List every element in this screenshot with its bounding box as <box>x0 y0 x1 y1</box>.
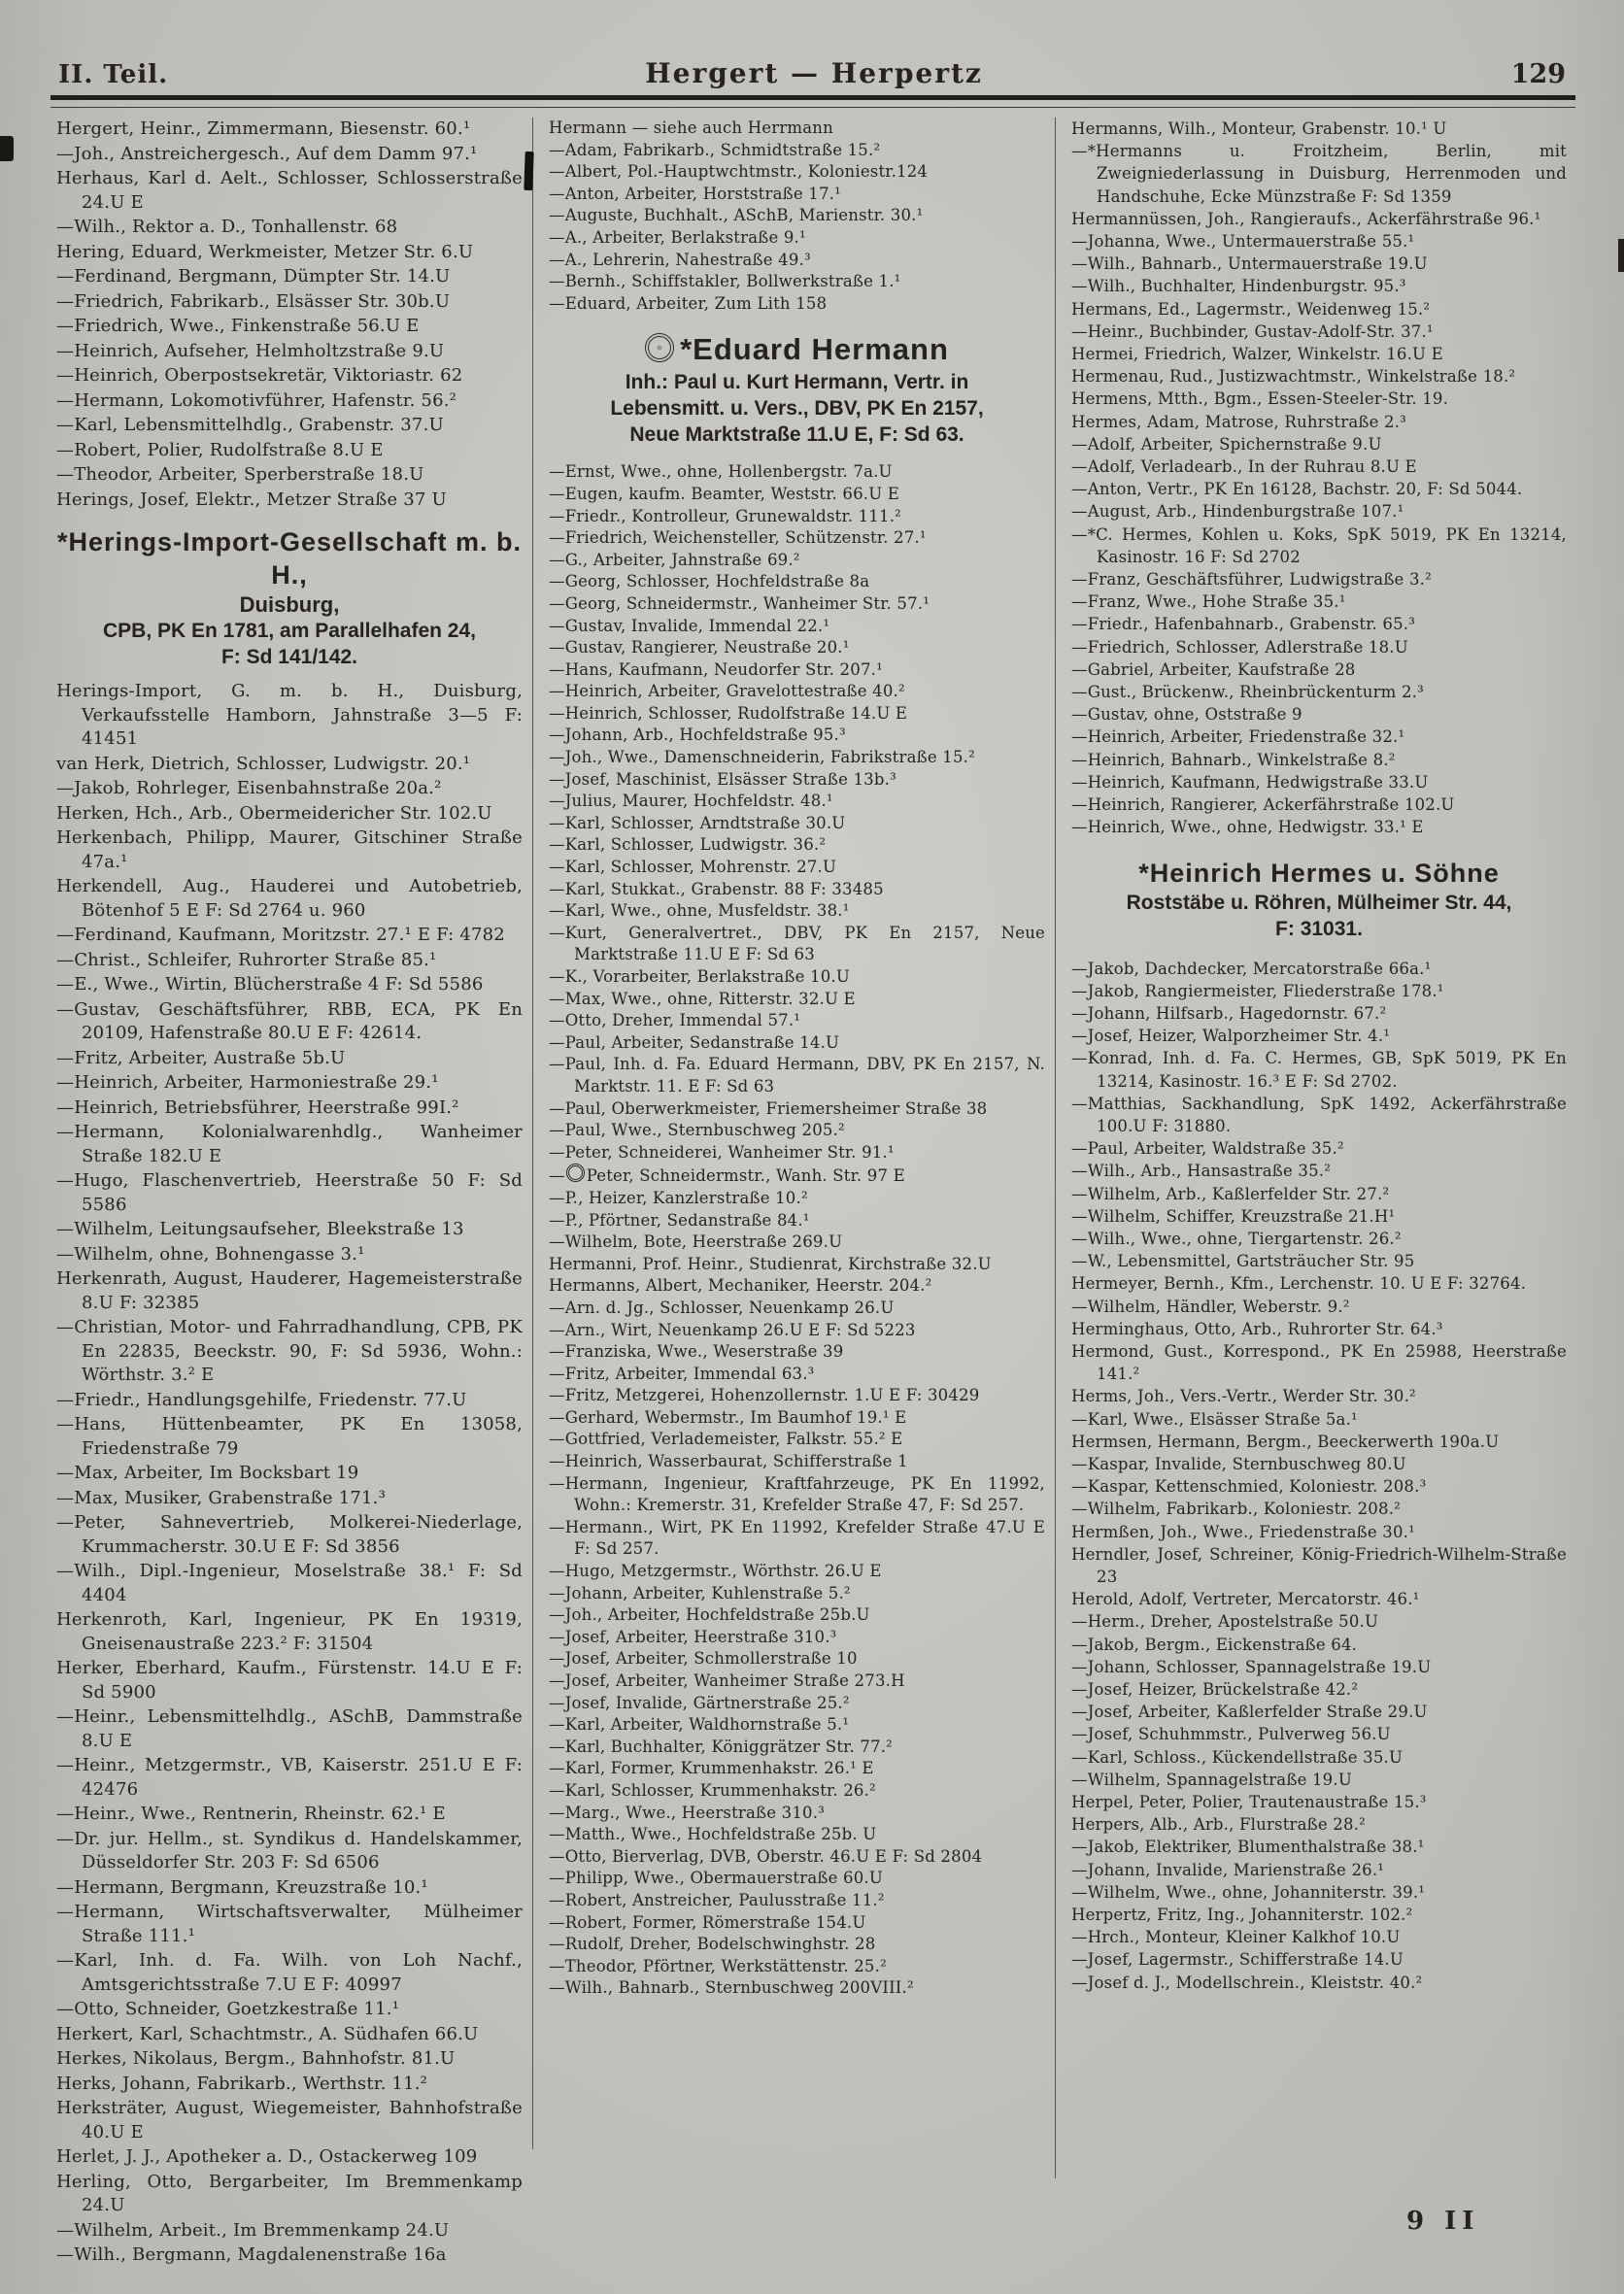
directory-entry: Herndler, Josef, Schreiner, König-Friedrich-Wilhelm-Straße 23 <box>1071 1544 1567 1586</box>
advertisement-line: Neue Marktstraße 11.U E, F: Sd 63. <box>629 423 964 447</box>
directory-entry: —Jakob, Bergm., Eickenstraße 64. <box>1071 1635 1358 1654</box>
directory-entry: —Josef, Invalide, Gärtnerstraße 25.² <box>549 1693 850 1712</box>
directory-entry: Hermsen, Hermann, Bergm., Beeckerwerth 190a.U <box>1071 1432 1500 1451</box>
directory-entry: —Julius, Maurer, Hochfeldstr. 48.¹ <box>549 792 833 811</box>
directory-entry: Herken, Hch., Arb., Obermeidericher Str. 102.U <box>56 802 492 824</box>
directory-entry: —Heinrich, Rangierer, Ackerfährstraße 102.U <box>1071 795 1455 815</box>
wreath-icon <box>645 333 674 362</box>
advertisement-line: F: 31031. <box>1275 917 1363 940</box>
directory-entry: —Heinrich, Arbeiter, Harmoniestraße 29.¹ <box>56 1072 439 1093</box>
directory-entry: —Adam, Fabrikarb., Schmidtstraße 15.² <box>549 140 881 159</box>
directory-entry: —Friedrich, Fabrikarb., Elsässer Str. 30b.U <box>56 290 451 312</box>
directory-entry: —E., Wwe., Wirtin, Blücherstraße 4 F: Sd 5586 <box>56 974 484 995</box>
directory-entry: —Johanna, Wwe., Untermauerstraße 55.¹ <box>1071 232 1415 252</box>
directory-entry: Herkendell, Aug., Hauderei und Autobetrieb, Bötenhof 5 E F: Sd 2764 u. 960 <box>56 876 523 921</box>
advertisement-entry <box>549 330 1045 448</box>
directory-entry: —Johann, Arbeiter, Kuhlenstraße 5.² <box>549 1583 851 1602</box>
directory-entry: —Jakob, Elektriker, Blumenthalstraße 38.¹ <box>1071 1838 1425 1857</box>
directory-entry: —Hermann, Wirtschaftsverwalter, Mülheimer Straße 111.¹ <box>56 1902 523 1946</box>
directory-entry: Hermanns, Wilh., Monteur, Grabenstr. 10.¹ U <box>1071 119 1447 138</box>
directory-entry: —Gustav, Rangierer, Neustraße 20.¹ <box>549 638 850 658</box>
directory-entry: —*Hermanns u. Froitzheim, Berlin, mit Zweigniederlassung in Duisburg, Herrenmoden und Handschuhe, Ecke Münzstraße F: Sd 1359 <box>1071 142 1567 206</box>
directory-entry: —Ferdinand, Kaufmann, Moritzstr. 27.¹ E F: 4782 <box>56 925 505 945</box>
directory-entry: —Karl, Schlosser, Arndtstraße 30.U <box>549 813 846 832</box>
directory-entry: —Heinrich, Arbeiter, Gravelottestraße 40.² <box>549 682 905 701</box>
directory-entry: —Hermann, Kolonialwarenhdlg., Wanheimer Straße 182.U E <box>56 1122 523 1166</box>
directory-entry: —Josef, Arbeiter, Kaßlerfelder Straße 29.U <box>1071 1703 1428 1722</box>
directory-entry: —Ernst, Wwe., ohne, Hollenbergstr. 7a.U <box>549 462 893 482</box>
directory-entry: —Fritz, Arbeiter, Immendal 63.³ <box>549 1364 815 1383</box>
directory-entry: —Matth., Wwe., Hochfeldstraße 25b. U <box>549 1825 877 1844</box>
advertisement-line: Lebensmitt. u. Vers., DBV, PK En 2157, <box>610 397 984 421</box>
directory-entry: —Wilhelm, Wwe., ohne, Johanniterstr. 39.¹ <box>1071 1882 1426 1902</box>
directory-entry: —Karl, Schlosser, Mohrenstr. 27.U <box>549 858 837 877</box>
directory-entry: —Heinr., Buchbinder, Gustav-Adolf-Str. 37.¹ <box>1071 321 1434 341</box>
directory-entry: —*C. Hermes, Kohlen u. Koks, SpK 5019, PK En 13214, Kasinostr. 16 F: Sd 2702 <box>1071 524 1567 566</box>
directory-entry: —Hans, Hüttenbeamter, PK En 13058, Friedenstraße 79 <box>56 1414 523 1459</box>
directory-entry: —Arn. d. Jg., Schlosser, Neuenkamp 26.U <box>549 1298 895 1317</box>
directory-entry: —Heinrich, Betriebsführer, Heerstraße 99I.² <box>56 1096 459 1118</box>
directory-entry: —Christian, Motor- und Fahrradhandlung, CPB, PK En 22835, Beeckstr. 90, F: Sd 5936, Wohn.: Wörthstr. 3.² E <box>56 1317 523 1385</box>
directory-entry: —Karl, Buchhalter, Königgrätzer Str. 77.² <box>549 1737 893 1756</box>
directory-entry: —Gerhard, Webermstr., Im Baumhof 19.¹ E <box>549 1407 907 1427</box>
directory-entry: —W., Lebensmittel, Gartsträucher Str. 95 <box>1071 1252 1415 1271</box>
directory-entry: Herpertz, Fritz, Ing., Johanniterstr. 102.² <box>1071 1906 1413 1925</box>
directory-entry: —Josef, Arbeiter, Heerstraße 310.³ <box>549 1627 837 1646</box>
directory-entry: Herlet, J. J., Apotheker a. D., Ostackerweg 109 <box>56 2146 478 2167</box>
directory-columns <box>56 118 1572 2269</box>
directory-entry: Hermens, Mtth., Bgm., Essen-Steeler-Str. 19. <box>1071 389 1449 409</box>
page-number: 129 <box>1510 59 1566 89</box>
directory-entry: Herkenrath, August, Hauderer, Hagemeisterstraße 8.U F: 32385 <box>56 1268 523 1313</box>
directory-entry: —Karl, Former, Krummenhakstr. 26.¹ E <box>549 1759 874 1778</box>
directory-entry: —Heinr., Wwe., Rentnerin, Rheinstr. 62.¹ E <box>56 1804 446 1824</box>
directory-entry: —Wilhelm, ohne, Bohnengasse 3.¹ <box>56 1243 365 1265</box>
directory-entry: —Friedrich, Weichensteller, Schützenstr. 27.¹ <box>549 528 927 548</box>
directory-entry: —Arn., Wirt, Neuenkamp 26.U E F: Sd 5223 <box>549 1320 916 1339</box>
directory-entry: —Karl, Lebensmittelhdlg., Grabenstr. 37.U <box>56 415 444 435</box>
advertisement-entry <box>1071 857 1567 942</box>
advertisement-line: *Herings-Import-Gesellschaft m. b. H., <box>56 527 523 590</box>
directory-entry: Herminghaus, Otto, Arb., Ruhrorter Str. 64.³ <box>1071 1319 1443 1338</box>
directory-column-2 <box>533 118 1055 2000</box>
directory-entry: —Georg, Schlosser, Hochfeldstraße 8a <box>549 572 870 591</box>
directory-entry: —Johann, Hilfsarb., Hagedornstr. 67.² <box>1071 1003 1387 1023</box>
directory-entry: —Kurt, Generalvertret., DBV, PK En 2157, Neue Marktstraße 11.U E F: Sd 63 <box>549 923 1045 964</box>
directory-entry: —Joh., Arbeiter, Hochfeldstraße 25b.U <box>549 1605 870 1625</box>
directory-entry: Hermeyer, Bernh., Kfm., Lerchenstr. 10. U E F: 32764. <box>1071 1274 1527 1294</box>
directory-entry: —Wilh., Bahnarb., Untermauerstraße 19.U <box>1071 254 1428 274</box>
directory-entry: —Heinrich, Oberpostsekretär, Viktoriastr. 62 <box>56 365 463 386</box>
directory-entry: —Otto, Dreher, Immendal 57.¹ <box>549 1011 801 1030</box>
directory-entry: —Georg, Schneidermstr., Wanheimer Str. 57.¹ <box>549 593 930 613</box>
directory-entry: —Konrad, Inh. d. Fa. C. Hermes, GB, SpK 5019, PK En 13214, Kasinostr. 16.³ E F: Sd 2702. <box>1071 1049 1567 1091</box>
directory-entry: —G., Arbeiter, Jahnstraße 69.² <box>549 550 800 569</box>
directory-entry: Hergert, Heinr., Zimmermann, Biesenstr. 60.¹ <box>56 118 471 139</box>
directory-entry: —Joh., Wwe., Damenschneiderin, Fabrikstraße 15.² <box>549 748 975 767</box>
directory-entry: —Max, Arbeiter, Im Bocksbart 19 <box>56 1463 359 1483</box>
directory-entry: —Gustav, Invalide, Immendal 22.¹ <box>549 616 830 635</box>
directory-entry: —Karl, Wwe., Elsässer Straße 5a.¹ <box>1071 1409 1358 1429</box>
directory-entry: Herhaus, Karl d. Aelt., Schlosser, Schlosserstraße 24.U E <box>56 168 523 213</box>
directory-entry: —Heinrich, Schlosser, Rudolfstraße 14.U E <box>549 703 908 723</box>
directory-entry: —Josef, Schuhmmstr., Pulverweg 56.U <box>1071 1725 1391 1744</box>
directory-entry: —Josef, Heizer, Walporzheimer Str. 4.¹ <box>1071 1027 1391 1046</box>
directory-entry: —Anton, Arbeiter, Horststraße 17.¹ <box>549 184 841 203</box>
directory-entry: —A., Arbeiter, Berlakstraße 9.¹ <box>549 227 806 247</box>
directory-entry: —Wilhelm, Arb., Kaßlerfelder Str. 27.² <box>1071 1184 1390 1203</box>
directory-entry: —Gabriel, Arbeiter, Kaufstraße 28 <box>1071 659 1356 679</box>
directory-entry: —Kaspar, Kettenschmied, Koloniestr. 208.³ <box>1071 1477 1427 1497</box>
directory-entry: —Max, Musiker, Grabenstraße 171.³ <box>56 1487 386 1508</box>
directory-entry: —Peter, Sahnevertrieb, Molkerei-Niederlage, Krummacherstr. 30.U E F: Sd 3856 <box>56 1512 523 1557</box>
directory-entry: —Friedr., Hafenbahnarb., Grabenstr. 65.³ <box>1071 615 1416 634</box>
ink-smudge <box>1618 239 1624 272</box>
directory-entry: —Josef, Maschinist, Elsässer Straße 13b.³ <box>549 769 897 789</box>
directory-entry: —August, Arb., Hindenburgstraße 107.¹ <box>1071 502 1404 522</box>
directory-entry: —Christ., Schleifer, Ruhrorter Straße 85.¹ <box>56 949 437 970</box>
directory-entry: —Paul, Arbeiter, Sedanstraße 14.U <box>549 1032 840 1052</box>
directory-entry: Hermann — siehe auch Herrmann <box>549 118 833 137</box>
directory-entry: Hermei, Friedrich, Walzer, Winkelstr. 16.U E <box>1071 345 1443 364</box>
directory-entry: —Jakob, Rohrleger, Eisenbahnstraße 20a.² <box>56 778 442 798</box>
advertisement-line: CPB, PK En 1781, am Parallelhafen 24, <box>102 620 476 642</box>
directory-entry: —Herm., Dreher, Apostelstraße 50.U <box>1071 1612 1379 1632</box>
directory-entry: —Johann, Arb., Hochfeldstraße 95.³ <box>549 725 846 745</box>
directory-entry: Herpers, Alb., Arb., Flurstraße 28.² <box>1071 1815 1366 1835</box>
directory-entry: —Jakob, Rangiermeister, Fliederstraße 178.¹ <box>1071 981 1444 1000</box>
ink-smudge <box>0 136 14 161</box>
directory-entry: —P., Heizer, Kanzlerstraße 10.² <box>549 1188 808 1207</box>
directory-entry: —Robert, Anstreicher, Paulusstraße 11.² <box>549 1890 885 1909</box>
directory-entry: —Karl, Inh. d. Fa. Wilh. von Loh Nachf., Amtsgerichtsstraße 7.U E F: 40997 <box>56 1950 523 1995</box>
directory-entry: —Eugen, kaufm. Beamter, Weststr. 66.U E <box>549 484 900 503</box>
directory-entry: —P., Pförtner, Sedanstraße 84.¹ <box>549 1210 810 1230</box>
directory-entry: —Theodor, Arbeiter, Sperberstraße 18.U <box>56 464 424 485</box>
directory-entry: —Wilh., Buchhalter, Hindenburgstr. 95.³ <box>1071 277 1406 296</box>
directory-entry: — Peter, Schneidermstr., Wanh. Str. 97 E <box>549 1164 1045 1188</box>
directory-entry: —Wilhelm, Schiffer, Kreuzstraße 21.H¹ <box>1071 1206 1396 1226</box>
advertisement-line: F: Sd 141/142. <box>220 646 358 668</box>
directory-entry: Hermannüssen, Joh., Rangieraufs., Ackerfährstraße 96.¹ <box>1071 209 1541 228</box>
directory-entry: —Franziska, Wwe., Weserstraße 39 <box>549 1342 844 1362</box>
directory-entry: —Paul, Oberwerkmeister, Friemersheimer Straße 38 <box>549 1098 988 1118</box>
directory-entry: —Heinr., Lebensmittelhdlg., ASchB, Dammstraße 8.U E <box>56 1706 523 1751</box>
directory-column-3 <box>1056 118 1569 1994</box>
directory-entry: —Heinrich, Wwe., ohne, Hedwigstr. 33.¹ E <box>1071 818 1424 837</box>
directory-entry: —Wilh., Dipl.-Ingenieur, Moselstraße 38.¹ F: Sd 4404 <box>56 1561 523 1605</box>
page-signature: 9 II <box>1406 2207 1480 2236</box>
directory-column-1 <box>56 118 532 2269</box>
directory-entry: —Fritz, Arbeiter, Austraße 5b.U <box>56 1047 346 1068</box>
advertisement-line: *Eduard Hermann <box>549 330 1045 369</box>
directory-entry: —Jakob, Dachdecker, Mercatorstraße 66a.¹ <box>1071 959 1432 978</box>
directory-entry: Herkenroth, Karl, Ingenieur, PK En 19319, Gneisenaustraße 223.² F: 31504 <box>56 1609 523 1654</box>
directory-entry: —Robert, Polier, Rudolfstraße 8.U E <box>56 439 384 460</box>
directory-entry: Herold, Adolf, Vertreter, Mercatorstr. 46.¹ <box>1071 1590 1420 1609</box>
directory-entry: —Heinrich, Aufseher, Helmholtzstraße 9.U <box>56 340 445 361</box>
directory-entry: —Wilhelm, Fabrikarb., Koloniestr. 208.² <box>1071 1500 1401 1519</box>
directory-entry: —Rudolf, Dreher, Bodelschwinghstr. 28 <box>549 1935 876 1954</box>
directory-entry: —Matthias, Sackhandlung, SpK 1492, Ackerfährstraße 100.U F: 31880. <box>1071 1094 1567 1135</box>
directory-entry: Herkenbach, Philipp, Maurer, Gitschiner Straße 47a.¹ <box>56 827 523 872</box>
directory-entry: —Peter, Schneiderei, Wanheimer Str. 91.¹ <box>549 1142 895 1162</box>
directory-entry: —Theodor, Pförtner, Werkstättenstr. 25.² <box>549 1956 887 1975</box>
directory-entry: —Heinrich, Bahnarb., Winkelstraße 8.² <box>1071 750 1396 769</box>
directory-entry: —Josef, Lagermstr., Schifferstraße 14.U <box>1071 1950 1404 1970</box>
directory-entry: —Karl, Wwe., ohne, Musfeldstr. 38.¹ <box>549 901 850 921</box>
directory-entry: —Bernh., Schiffstakler, Bollwerkstraße 1.¹ <box>549 272 901 291</box>
directory-entry: —Kaspar, Invalide, Sternbuschweg 80.U <box>1071 1454 1406 1473</box>
directory-entry: —Paul, Inh. d. Fa. Eduard Hermann, DBV, PK En 2157, N. Marktstr. 11. E F: Sd 63 <box>549 1055 1045 1096</box>
directory-entry: —Karl, Arbeiter, Waldhornstraße 5.¹ <box>549 1715 850 1735</box>
directory-entry: —Heinrich, Arbeiter, Friedenstraße 32.¹ <box>1071 727 1405 747</box>
directory-entry: —Paul, Wwe., Sternbuschweg 205.² <box>549 1121 845 1140</box>
directory-entry: —Hermann, Lokomotivführer, Hafenstr. 56.² <box>56 389 457 411</box>
directory-entry: —Wilhelm, Leitungsaufseher, Bleekstraße 13 <box>56 1219 464 1239</box>
directory-entry: Hermans, Ed., Lagermstr., Weidenweg 15.² <box>1071 299 1431 319</box>
directory-entry: Herkert, Karl, Schachtmstr., A. Südhafen 66.U <box>56 2023 479 2044</box>
directory-entry: van Herk, Dietrich, Schlosser, Ludwigstr. 20.¹ <box>56 753 471 774</box>
directory-entry: —Gust., Brückenw., Rheinbrückenturm 2.³ <box>1071 683 1424 702</box>
directory-entry: —Wilh., Bahnarb., Sternbuschweg 200VIII.² <box>549 1978 914 1998</box>
directory-entry: —Friedr., Kontrolleur, Grunewaldstr. 111.² <box>549 506 901 525</box>
directory-entry: Herkes, Nikolaus, Bergm., Bahnhofstr. 81.U <box>56 2048 456 2069</box>
directory-entry: —Franz, Geschäftsführer, Ludwigstraße 3.² <box>1071 570 1432 590</box>
directory-entry: Hermanni, Prof. Heinr., Studienrat, Kirchstraße 32.U <box>549 1254 992 1273</box>
directory-entry: —Hans, Kaufmann, Neudorfer Str. 207.¹ <box>549 659 883 679</box>
advertisement-line: Roststäbe u. Röhren, Mülheimer Str. 44, <box>1126 891 1512 914</box>
directory-entry: —Hugo, Flaschenvertrieb, Heerstraße 50 F: Sd 5586 <box>56 1170 523 1215</box>
header-rule <box>51 95 1575 108</box>
directory-entry: —Heinrich, Kaufmann, Hedwigstraße 33.U <box>1071 772 1429 792</box>
advertisement-line: *Heinrich Hermes u. Söhne <box>1138 858 1500 888</box>
directory-entry: —Karl, Schloss., Kückendellstraße 35.U <box>1071 1747 1404 1767</box>
directory-entry: Herks, Johann, Fabrikarb., Werthstr. 11.² <box>56 2073 428 2094</box>
directory-entry: —Wilh., Bergmann, Magdalenenstraße 16a <box>56 2244 447 2265</box>
advertisement-line: Duisburg, <box>239 592 340 617</box>
directory-entry: —Paul, Arbeiter, Waldstraße 35.² <box>1071 1139 1344 1159</box>
directory-entry: —Anton, Vertr., PK En 16128, Bachstr. 20, F: Sd 5044. <box>1071 480 1523 499</box>
directory-entry: Hermanns, Albert, Mechaniker, Heerstr. 204.² <box>549 1276 932 1296</box>
directory-entry: —Friedrich, Wwe., Finkenstraße 56.U E <box>56 316 420 336</box>
directory-entry: —Friedrich, Schlosser, Adlerstraße 18.U <box>1071 637 1408 657</box>
wreath-icon <box>566 1164 585 1182</box>
directory-entry: —Josef, Heizer, Brückelstraße 42.² <box>1071 1680 1359 1699</box>
directory-entry: —Karl, Schlosser, Krummenhakstr. 26.² <box>549 1780 876 1800</box>
directory-entry: Herings-Import, G. m. b. H., Duisburg, Verkaufsstelle Hamborn, Jahnstraße 3—5 F: 41451 <box>56 681 523 749</box>
directory-entry: Hermes, Adam, Matrose, Ruhrstraße 2.³ <box>1071 412 1406 431</box>
directory-entry: —Wilhelm, Händler, Weberstr. 9.² <box>1071 1297 1350 1316</box>
ink-blot <box>524 152 533 190</box>
directory-entry: Hering, Eduard, Werkmeister, Metzer Str. 6.U <box>56 241 474 262</box>
directory-entry: Herker, Eberhard, Kaufm., Fürstenstr. 14.U E F: Sd 5900 <box>56 1658 523 1703</box>
directory-entry: —Otto, Bierverlag, DVB, Oberstr. 46.U E F: Sd 2804 <box>549 1846 983 1866</box>
directory-entry: —Auguste, Buchhalt., ASchB, Marienstr. 30.¹ <box>549 206 924 225</box>
directory-entry: —Philipp, Wwe., Obermauerstraße 60.U <box>549 1869 883 1888</box>
directory-entry: Herksträter, August, Wiegemeister, Bahnhofstraße 40.U E <box>56 2098 523 2142</box>
directory-entry: —Heinrich, Wasserbaurat, Schifferstraße 1 <box>549 1452 908 1471</box>
directory-entry: —Gustav, ohne, Oststraße 9 <box>1071 705 1303 725</box>
directory-entry: —Robert, Former, Römerstraße 154.U <box>549 1912 866 1932</box>
directory-entry: —Hermann., Wirt, PK En 11992, Krefelder Straße 47.U E F: Sd 257. <box>549 1517 1045 1559</box>
advertisement-entry <box>56 525 523 670</box>
directory-entry: —A., Lehrerin, Nahestraße 49.³ <box>549 250 811 269</box>
directory-entry: —Gustav, Geschäftsführer, RBB, ECA, PK En 20109, Hafenstraße 80.U E F: 42614. <box>56 998 523 1043</box>
part-label: II. Teil. <box>58 60 169 89</box>
directory-entry: —Wilh., Arb., Hansastraße 35.² <box>1071 1162 1332 1181</box>
directory-entry: —Karl, Stukkat., Grabenstr. 88 F: 33485 <box>549 879 884 898</box>
directory-entry: —Josef, Arbeiter, Schmollerstraße 10 <box>549 1649 858 1669</box>
directory-entry: —Wilhelm, Bote, Heerstraße 269.U <box>549 1232 843 1252</box>
directory-entry: —Hugo, Metzgermstr., Wörthstr. 26.U E <box>549 1562 882 1581</box>
directory-entry: Herling, Otto, Bergarbeiter, Im Bremmenkamp 24.U <box>56 2171 523 2215</box>
page-title: Hergert — Herpertz <box>645 57 983 89</box>
directory-entry: —Heinr., Metzgermstr., VB, Kaiserstr. 251.U E F: 42476 <box>56 1755 523 1800</box>
directory-entry: —Josef, Arbeiter, Wanheimer Straße 273.H <box>549 1671 905 1690</box>
advertisement-line: Inh.: Paul u. Kurt Hermann, Vertr. in <box>625 371 969 394</box>
directory-entry: —Ferdinand, Bergmann, Dümpter Str. 14.U <box>56 266 451 287</box>
directory-entry: Hermond, Gust., Korrespond., PK En 25988, Heerstraße 141.² <box>1071 1341 1567 1384</box>
directory-entry: —Hermann, Ingenieur, Kraftfahrzeuge, PK En 11992, Wohn.: Kremerstr. 31, Krefelder Straße 47, F: Sd 257. <box>549 1473 1045 1515</box>
directory-entry: Herpel, Peter, Polier, Trautenaustraße 15.³ <box>1071 1793 1427 1812</box>
directory-entry: —Adolf, Verladearb., In der Ruhrau 8.U E <box>1071 457 1417 477</box>
directory-entry: —Franz, Wwe., Hohe Straße 35.¹ <box>1071 592 1346 612</box>
directory-entry: Hermßen, Joh., Wwe., Friedenstraße 30.¹ <box>1071 1522 1415 1541</box>
directory-entry: —Dr. jur. Hellm., st. Syndikus d. Handelskammer, Düsseldorfer Str. 203 F: Sd 6506 <box>56 1828 523 1872</box>
directory-entry: —Johann, Invalide, Marienstraße 26.¹ <box>1071 1860 1385 1879</box>
directory-entry: —Josef d. J., Modellschrein., Kleiststr. 40.² <box>1071 1973 1423 1992</box>
directory-entry: —Max, Wwe., ohne, Ritterstr. 32.U E <box>549 989 856 1008</box>
directory-entry: Hermenau, Rud., Justizwachtmstr., Winkelstraße 18.² <box>1071 367 1516 387</box>
directory-entry: —Hrch., Monteur, Kleiner Kalkhof 10.U <box>1071 1928 1401 1947</box>
directory-entry: —Wilhelm, Spannagelstraße 19.U <box>1071 1770 1352 1789</box>
directory-entry: Herings, Josef, Elektr., Metzer Straße 37 U <box>56 489 447 510</box>
directory-entry: —Joh., Anstreichergesch., Auf dem Damm 97.¹ <box>56 143 478 164</box>
directory-entry: —Gottfried, Verlademeister, Falkstr. 55.² E <box>549 1430 903 1449</box>
directory-entry: —Eduard, Arbeiter, Zum Lith 158 <box>549 293 828 313</box>
directory-entry: Herms, Joh., Vers.-Vertr., Werder Str. 30.² <box>1071 1387 1416 1406</box>
directory-entry: —Fritz, Metzgerei, Hohenzollernstr. 1.U E F: 30429 <box>549 1386 980 1405</box>
directory-entry: —Wilh., Rektor a. D., Tonhallenstr. 68 <box>56 217 398 237</box>
directory-entry: —Albert, Pol.-Hauptwchtmstr., Koloniestr.124 <box>549 162 929 182</box>
directory-entry: —Otto, Schneider, Goetzkestraße 11.¹ <box>56 1999 400 2019</box>
directory-entry: —Karl, Schlosser, Ludwigstr. 36.² <box>549 835 827 855</box>
directory-entry: —Wilhelm, Arbeit., Im Bremmenkamp 24.U <box>56 2219 450 2241</box>
directory-entry: —Johann, Schlosser, Spannagelstraße 19.U <box>1071 1657 1432 1676</box>
directory-entry: —Marg., Wwe., Heerstraße 310.³ <box>549 1803 826 1822</box>
directory-entry: —K., Vorarbeiter, Berlakstraße 10.U <box>549 967 850 986</box>
page-header <box>56 35 1572 95</box>
directory-entry: —Wilh., Wwe., ohne, Tiergartenstr. 26.² <box>1071 1229 1402 1248</box>
directory-entry: —Friedr., Handlungsgehilfe, Friedenstr. 77.U <box>56 1389 467 1410</box>
directory-entry: —Adolf, Arbeiter, Spichernstraße 9.U <box>1071 434 1382 454</box>
directory-entry: —Hermann, Bergmann, Kreuzstraße 10.¹ <box>56 1876 428 1898</box>
